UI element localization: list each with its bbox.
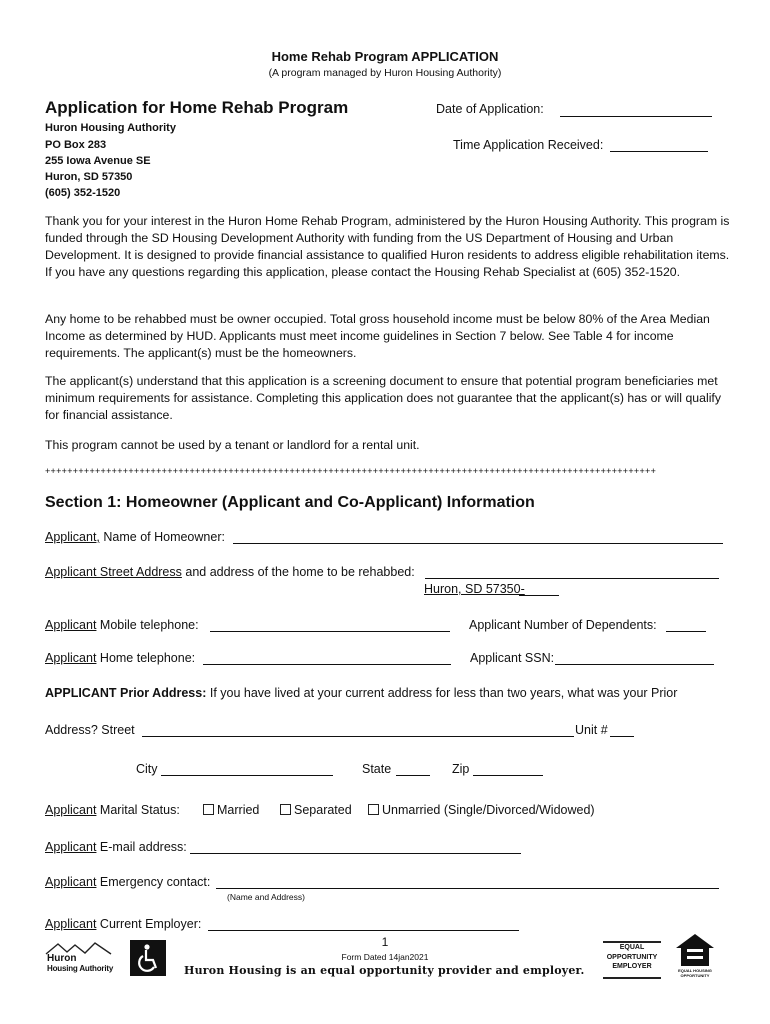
equal-housing-logo <box>674 932 716 980</box>
address-street: 255 Iowa Avenue SE <box>45 155 151 167</box>
intro-paragraph-2: Any home to be rehabbed must be owner occupied. Total gross household income must be below 80% of the Area Median Income as determined by HUD. Applicants must meet income guidelines in Section 7 below. See Table 4 for income requirements. The applicant(s) must be the homeowners. <box>45 312 710 360</box>
zip-extension-field[interactable] <box>519 595 559 596</box>
mobile-phone-label: Applicant Mobile telephone: <box>45 618 199 632</box>
dependents-label: Applicant Number of Dependents: <box>469 618 657 632</box>
ssn-label: Applicant SSN: <box>470 651 555 665</box>
huron-housing-logo: Huron Housing Authority <box>45 940 117 976</box>
date-of-application-label: Date of Application: <box>436 102 544 116</box>
checkbox-separated[interactable] <box>280 804 291 815</box>
prior-city-label: City <box>136 762 158 776</box>
date-of-application-field[interactable] <box>560 116 712 117</box>
mobile-phone-field[interactable] <box>210 631 450 632</box>
marital-option-married[interactable]: Married <box>203 803 259 817</box>
address-city: Huron, SD 57350 <box>45 171 133 183</box>
street-address-label: Applicant Street Address and address of the home to be rehabbed: <box>45 565 415 579</box>
prior-state-label: State <box>362 762 392 776</box>
unit-label: Unit # <box>575 723 608 737</box>
marital-option-separated[interactable]: Separated <box>280 803 352 817</box>
equal-housing-house-icon <box>674 932 716 968</box>
unit-field[interactable] <box>610 736 634 737</box>
intro-paragraph-3: The applicant(s) understand that this application is a screening document to ensure that potential program beneficiaries met minimum requirements for assistance. Completing this application does not guarantee that the applicant(s) has or will qualify for financial assistance. <box>45 374 721 422</box>
section-1-title: Section 1: Homeowner (Applicant and Co-Applicant) Information <box>45 494 535 511</box>
emergency-contact-hint: (Name and Address) <box>227 892 305 902</box>
intro-paragraph-4: This program cannot be used by a tenant or landlord for a rental unit. <box>45 438 420 452</box>
address-phone: (605) 352-1520 <box>45 187 121 199</box>
prior-state-field[interactable] <box>396 775 430 776</box>
time-received-field[interactable] <box>610 151 708 152</box>
prior-city-field[interactable] <box>161 775 333 776</box>
checkbox-unmarried[interactable] <box>368 804 379 815</box>
prior-street-field[interactable] <box>142 736 574 737</box>
time-received-label: Time Application Received: <box>453 138 604 152</box>
dependents-field[interactable] <box>666 631 706 632</box>
emergency-contact-label: Applicant Emergency contact: <box>45 875 211 889</box>
street-address-field[interactable] <box>425 578 719 579</box>
home-phone-field[interactable] <box>203 664 451 665</box>
equal-opportunity-employer-logo: EQUAL OPPORTUNITY EMPLOYER <box>603 941 661 979</box>
application-title: Application for Home Rehab Program <box>45 98 349 117</box>
email-field[interactable] <box>190 853 521 854</box>
homeowner-name-label: Applicant, Name of Homeowner: <box>45 530 225 544</box>
homeowner-name-field[interactable] <box>233 543 723 544</box>
ssn-field[interactable] <box>555 664 714 665</box>
document-title: Home Rehab Program APPLICATION <box>271 49 499 64</box>
section-separator: ++++++++++++++++++++++++++++++++++++++++++++++++++++++++++++++++++++++++++++++++++++++++++++++++++++++++++++++ <box>45 466 657 476</box>
home-phone-label: Applicant Home telephone: <box>45 651 196 665</box>
prior-zip-field[interactable] <box>473 775 543 776</box>
employer-field[interactable] <box>208 930 519 931</box>
intro-paragraph-1: Thank you for your interest in the Huron Home Rehab Program, administered by the Huron Housing Authority. This program is funded through the SD Housing Development Authority with funding from the US Department of Housing and Urban Development. It is designed to provide financial assistance to qualified Huron residents to address eligible rehabilitation items. If you have any questions regarding this application, please contact the Housing Rehab Specialist at (605) 352-1520. <box>45 214 730 279</box>
employer-label: Applicant Current Employer: <box>45 917 202 931</box>
marital-option-unmarried[interactable]: Unmarried (Single/Divorced/Widowed) <box>368 803 595 817</box>
address-po-box: PO Box 283 <box>45 139 107 151</box>
prior-street-label: Address? Street <box>45 723 135 737</box>
document-subtitle: (A program managed by Huron Housing Authority) <box>268 67 502 79</box>
marital-status-label: Applicant Marital Status: <box>45 803 180 817</box>
emergency-contact-field[interactable] <box>216 888 719 889</box>
page-number: 1 <box>381 935 389 949</box>
form-dated: Form Dated 14jan2021 <box>341 952 429 962</box>
checkbox-married[interactable] <box>203 804 214 815</box>
address-org: Huron Housing Authority <box>45 122 176 134</box>
equal-housing-text: EQUAL HOUSING OPPORTUNITY <box>678 968 712 978</box>
city-prefill: Huron, SD 57350- <box>424 582 525 596</box>
email-label: Applicant E-mail address: <box>45 840 187 854</box>
prior-address-prompt: APPLICANT Prior Address: If you have lived at your current address for less than two years, what was your Prior <box>45 686 678 700</box>
prior-zip-label: Zip <box>452 762 470 776</box>
equal-opportunity-statement: Huron Housing is an equal opportunity provider and employer. <box>184 964 585 977</box>
